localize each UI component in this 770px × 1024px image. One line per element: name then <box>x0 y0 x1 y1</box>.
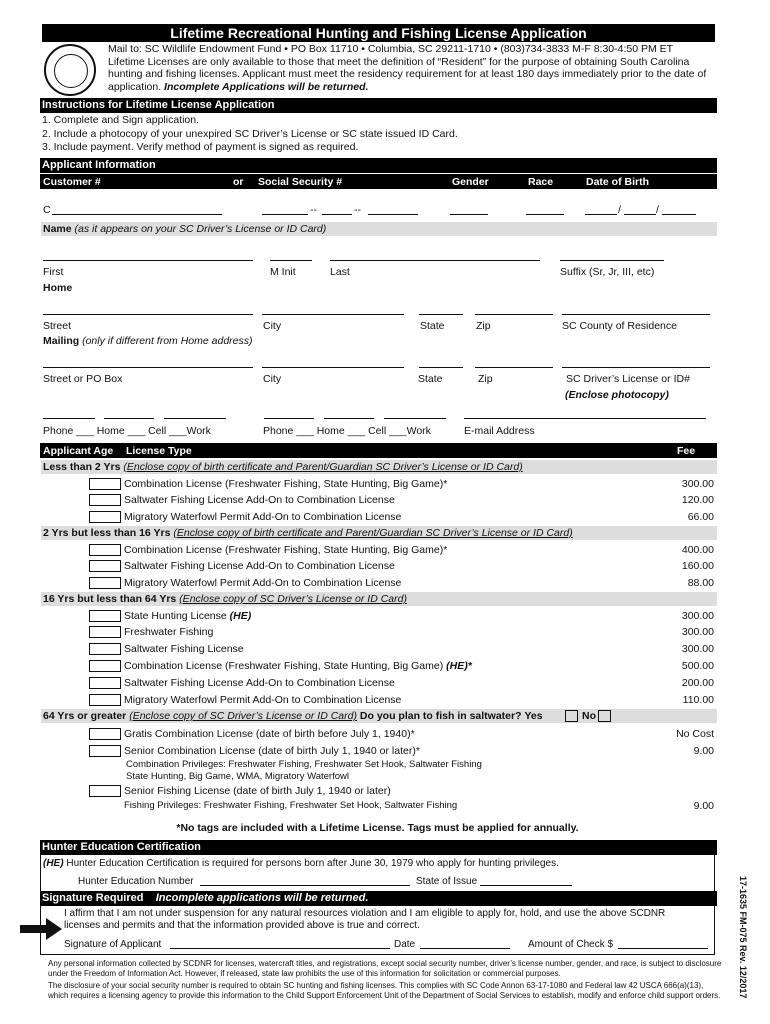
hunter-ed-state-field[interactable] <box>480 885 572 886</box>
intro-body: Lifetime Licenses are only available to those that meet the definition of “Resident” for the purpose of obtaining South Carolina hunting and fishing licenses. Applicant must meet the residency requirement for at least 180 days immediately prior to the date of application. <box>108 55 707 93</box>
license-fee: 160.00 <box>681 560 714 572</box>
license-checkbox[interactable] <box>89 577 121 589</box>
license-fee: 88.00 <box>687 577 714 589</box>
age-group-note: (Enclose copy of birth certificate and Parent/Guardian SC Driver’s License or ID Card) <box>123 461 523 473</box>
license-checkbox[interactable] <box>89 494 121 506</box>
license-fee: 300.00 <box>681 478 714 490</box>
license-checkbox[interactable] <box>89 785 121 797</box>
license-fee: 120.00 <box>681 494 714 506</box>
license-label: Combination License (Freshwater Fishing, State Hunting, Big Game)* <box>124 478 448 490</box>
name-note: (as it appears on your SC Driver’s License or ID Card) <box>74 223 327 235</box>
date-label: Date <box>394 939 416 950</box>
license-label: Saltwater Fishing License <box>124 643 244 655</box>
applicant-header: Applicant Information <box>40 158 717 173</box>
fee-header: Fee <box>677 445 696 457</box>
ssn-part3-field[interactable] <box>368 214 418 215</box>
license-label: Saltwater Fishing License Add-On to Combination License <box>124 494 395 506</box>
license-fee: 300.00 <box>681 610 714 622</box>
applicant-age-header: Applicant Age <box>43 445 114 457</box>
customer-prefix: C <box>43 204 51 216</box>
age-group-label: 64 Yrs or greater <box>43 710 127 722</box>
signature-header: Signature Required Incomplete applications will be returned. <box>40 891 717 906</box>
instructions-header: Instructions for Lifetime License Application <box>40 98 717 113</box>
license-checkbox[interactable] <box>89 745 121 757</box>
hunter-ed-state-label: State of Issue <box>416 876 478 887</box>
minit-label: M Init <box>270 266 296 278</box>
hunter-ed-number-field[interactable] <box>200 885 410 886</box>
license-label: Migratory Waterfowl Permit Add-On to Combination License <box>124 577 402 589</box>
email-label: E-mail Address <box>464 425 535 437</box>
intro-warning: Incomplete Applications will be returned. <box>164 80 369 93</box>
mailing-street-field[interactable] <box>43 367 253 368</box>
hunter-ed-header: Hunter Education Certification <box>40 840 717 855</box>
license-fee: 300.00 <box>681 626 714 638</box>
age-group-2-to-16 <box>41 526 717 540</box>
drivers-license-note: (Enclose photocopy) <box>565 389 669 401</box>
saltwater-no-checkbox[interactable] <box>598 710 611 722</box>
hunter-ed-number-label: Hunter Education Number <box>78 876 194 887</box>
dob-day-field[interactable] <box>624 214 656 215</box>
county-label: SC County of Residence <box>562 320 677 332</box>
license-checkbox[interactable] <box>89 728 121 740</box>
license-fee: 300.00 <box>681 643 714 655</box>
dob-separator: / <box>618 204 621 216</box>
middle-initial-field[interactable] <box>270 260 312 261</box>
license-checkbox[interactable] <box>89 544 121 556</box>
privileges-text: State Hunting, Big Game, WMA, Migratory Waterfowl <box>126 771 349 782</box>
suffix-label: Suffix (Sr, Jr, III, etc) <box>560 266 655 278</box>
ssn-disclosure: The disclosure of your social security number is required to obtain SC hunting and fishing licenses. This complies with SC Code Annon 63-17-1080 and Federal law 42 USCA 666(a)(13), which requires a licensing agency to provide this information to the Child Support Enforcement Unit of the Department of Social Services to establish, modify and enforce child support orders. <box>48 981 721 1000</box>
saltwater-yes-label: Yes <box>524 710 543 722</box>
phone2-line-field[interactable] <box>384 418 446 419</box>
license-checkbox[interactable] <box>89 626 121 638</box>
arrow-right-icon <box>20 918 62 940</box>
license-label: Saltwater Fishing License Add-On to Combination License <box>124 560 395 572</box>
age-group-64-plus <box>41 709 717 723</box>
license-fee: 110.00 <box>682 694 714 706</box>
license-label: Senior Fishing License (date of birth July 1, 1940 or later) <box>124 785 391 797</box>
home-street-field[interactable] <box>43 314 253 315</box>
tags-note: *No tags are included with a Lifetime License. Tags must be applied for annually. <box>176 822 579 834</box>
phone1-prefix-field[interactable] <box>104 418 154 419</box>
license-label: Combination License (Freshwater Fishing, State Hunting, Big Game) (HE)* <box>124 660 472 672</box>
affirmation-text: I affirm that I am not under suspension for any natural resources violation and I am eligible to apply for, hold, and use the above SCDNR licenses and permits and that the information provided above is true and correct. <box>64 908 666 931</box>
check-amount-label: Amount of Check $ <box>528 939 614 950</box>
license-fee: 400.00 <box>681 544 714 556</box>
name-row-header <box>41 222 717 236</box>
street-label: Street <box>43 320 72 332</box>
instruction-item: 3. Include payment. Verify method of payment is signed as required. <box>42 141 359 153</box>
phone2-label: Phone ___ Home ___ Cell ___Work <box>263 425 431 437</box>
license-label: Combination License (Freshwater Fishing, State Hunting, Big Game)* <box>124 544 448 556</box>
name-label: Name <box>43 223 72 235</box>
saltwater-yes-checkbox[interactable] <box>565 710 578 722</box>
age-group-note: (Enclose copy of birth certificate and Parent/Guardian SC Driver’s License or ID Card) <box>173 527 573 539</box>
street-po-label: Street or PO Box <box>43 373 123 385</box>
license-label: Saltwater Fishing License Add-On to Combination License <box>124 677 395 689</box>
race-label: Race <box>528 176 554 188</box>
signature-field[interactable] <box>170 948 390 949</box>
home-city-field[interactable] <box>262 314 404 315</box>
zip-label: Zip <box>478 373 493 385</box>
age-group-note: (Enclose copy of SC Driver’s License or ID Card) <box>179 593 407 605</box>
license-checkbox[interactable] <box>89 677 121 689</box>
mailing-label: Mailing <box>43 335 80 347</box>
ssn-label: Social Security # <box>258 176 343 188</box>
age-group-under-2 <box>41 460 717 474</box>
dob-month-field[interactable] <box>585 214 617 215</box>
phone1-label: Phone ___ Home ___ Cell ___Work <box>43 425 211 437</box>
home-state-field[interactable] <box>419 314 463 315</box>
mailing-row-header <box>43 335 253 347</box>
gender-label: Gender <box>452 176 489 188</box>
form-title: Lifetime Recreational Hunting and Fishing License Application <box>42 24 715 42</box>
state-label: State <box>418 373 443 385</box>
race-field[interactable] <box>526 214 564 215</box>
mailing-note: (only if different from Home address) <box>82 335 253 347</box>
scdnr-seal-logo <box>44 44 96 96</box>
age-group-16-to-64 <box>41 592 717 606</box>
first-name-field[interactable] <box>43 260 253 261</box>
last-name-field[interactable] <box>330 260 540 261</box>
or-label: or <box>233 176 244 188</box>
last-label: Last <box>330 266 350 278</box>
age-group-label: 2 Yrs but less than 16 Yrs <box>43 527 171 539</box>
customer-number-label: Customer # <box>43 176 101 188</box>
license-label: Senior Combination License (date of birth July 1, 1940 or later)* <box>124 745 420 757</box>
email-field[interactable] <box>464 418 706 419</box>
form-number: 17-1635 FM-075 Rev. 12/2017 <box>738 876 748 999</box>
mail-line: Mail to: SC Wildlife Endowment Fund • PO Box 11710 • Columbia, SC 29211-1710 • (803)734-3833 M-F 8:30-4:50 PM ET <box>108 43 674 55</box>
phone2-prefix-field[interactable] <box>324 418 374 419</box>
home-label: Home <box>43 282 73 294</box>
city-label: City <box>263 373 282 385</box>
drivers-license-field[interactable] <box>562 367 710 368</box>
check-amount-field[interactable] <box>618 948 708 949</box>
license-type-header: License Type <box>126 445 192 457</box>
ssn-separator: -- <box>354 204 361 216</box>
license-label: State Hunting License (HE) <box>124 610 252 622</box>
license-fee: No Cost <box>676 728 714 740</box>
license-checkbox[interactable] <box>89 560 121 572</box>
customer-number-field[interactable] <box>52 214 222 215</box>
ssn-part2-field[interactable] <box>322 214 352 215</box>
license-checkbox[interactable] <box>89 478 121 490</box>
mailing-city-field[interactable] <box>262 367 404 368</box>
license-label: Migratory Waterfowl Permit Add-On to Combination License <box>124 511 402 523</box>
saltwater-no-label: No <box>582 710 596 722</box>
drivers-license-label: SC Driver’s License or ID# <box>566 373 690 385</box>
license-label: Freshwater Fishing <box>124 626 214 638</box>
gender-field[interactable] <box>450 214 488 215</box>
foia-disclosure: Any personal information collected by SCDNR for licenses, watercraft titles, and registrations, except social security number, driver’s license number, gender, and race, is subject to disclosure under the Freedom of Information Act. However, if released, state law prohibits the use of this information for solicitation or commercial purposes. <box>48 959 722 978</box>
privileges-text: Fishing Privileges: Freshwater Fishing, Freshwater Set Hook, Saltwater Fishing <box>124 800 458 811</box>
license-fee: 500.00 <box>681 660 714 672</box>
license-fee: 66.00 <box>687 511 714 523</box>
mailing-zip-field[interactable] <box>475 367 553 368</box>
privileges-text: Combination Privileges: Freshwater Fishing, Freshwater Set Hook, Saltwater Fishing <box>126 759 482 770</box>
county-field[interactable] <box>562 314 710 315</box>
license-label: Gratis Combination License (date of birth before July 1, 1940)* <box>124 728 415 740</box>
instructions-list <box>42 114 458 155</box>
license-fee: 9.00 <box>693 800 714 812</box>
city-label: City <box>263 320 282 332</box>
ssn-part1-field[interactable] <box>262 214 308 215</box>
phone2-area-field[interactable] <box>264 418 314 419</box>
age-group-label: 16 Yrs but less than 64 Yrs <box>43 593 177 605</box>
dob-year-field[interactable] <box>662 214 696 215</box>
suffix-field[interactable] <box>560 260 664 261</box>
license-label: Migratory Waterfowl Permit Add-On to Combination License <box>124 694 402 706</box>
first-label: First <box>43 266 64 278</box>
license-checkbox[interactable] <box>89 694 121 706</box>
age-group-label: Less than 2 Yrs <box>43 461 121 473</box>
phone1-line-field[interactable] <box>164 418 226 419</box>
phone1-area-field[interactable] <box>43 418 95 419</box>
instruction-item: 1. Complete and Sign application. <box>42 114 200 126</box>
date-field[interactable] <box>420 948 510 949</box>
instruction-item: 2. Include a photocopy of your unexpired SC Driver’s License or SC state issued ID Card. <box>42 127 458 140</box>
age-group-note: (Enclose copy of SC Driver’s License or ID Card) <box>129 710 357 722</box>
ssn-separator: -- <box>310 204 317 216</box>
signature-label: Signature of Applicant <box>64 939 162 950</box>
zip-label: Zip <box>476 320 491 332</box>
license-checkbox[interactable] <box>89 643 121 655</box>
hunter-ed-text: (HE) Hunter Education Certification is required for persons born after June 30, 1979 who apply for hunting privileges. <box>43 858 559 869</box>
intro-text <box>108 43 718 93</box>
license-checkbox[interactable] <box>89 660 121 672</box>
saltwater-question: Do you plan to fish in saltwater? <box>359 710 522 722</box>
dob-separator: / <box>656 204 659 216</box>
mailing-state-field[interactable] <box>419 367 463 368</box>
license-checkbox[interactable] <box>89 610 121 622</box>
license-fee: 9.00 <box>693 745 714 757</box>
dob-label: Date of Birth <box>586 176 649 188</box>
home-zip-field[interactable] <box>475 314 553 315</box>
license-checkbox[interactable] <box>89 511 121 523</box>
license-fee: 200.00 <box>681 677 714 689</box>
state-label: State <box>420 320 445 332</box>
